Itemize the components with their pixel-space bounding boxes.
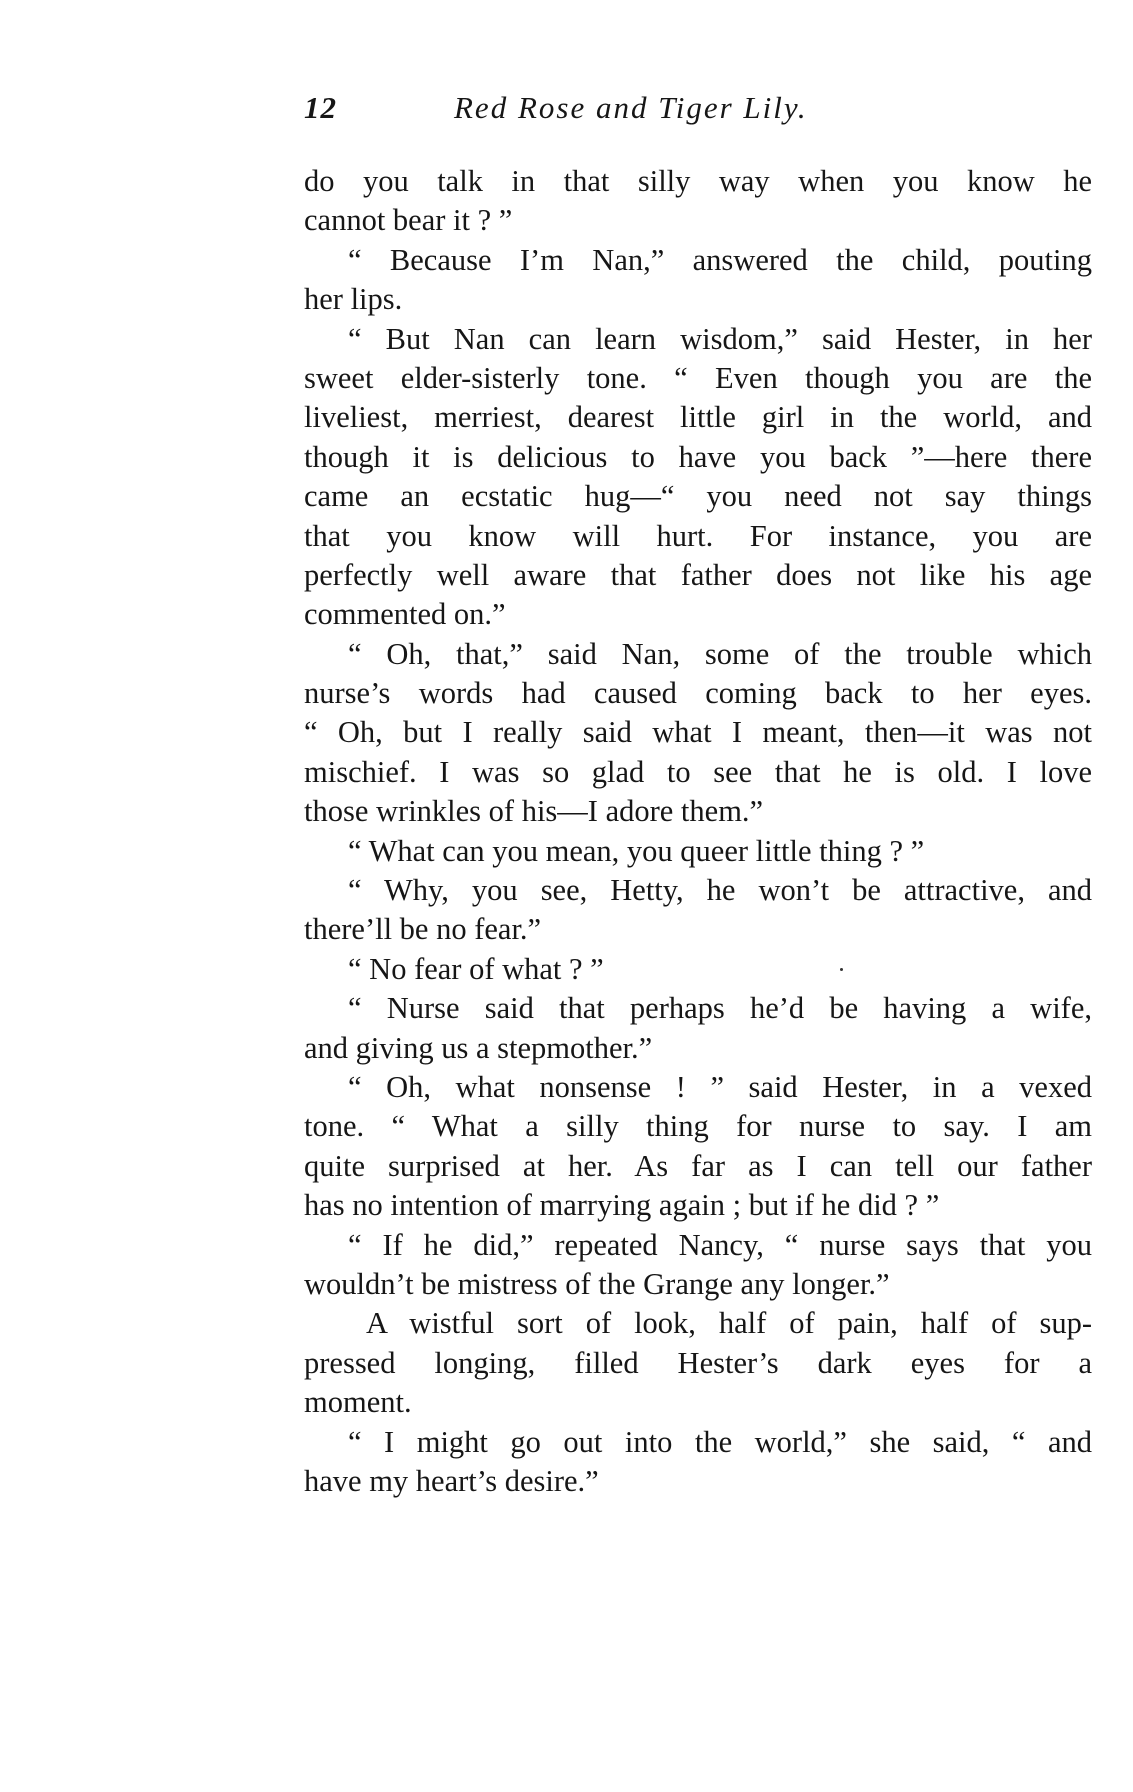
text-line: moment. [304,1385,412,1420]
text-line: do you talk in that silly way when you know he [304,164,1092,198]
text-line: there’ll be no fear.” [304,912,542,947]
text-line: and giving us a stepmother.” [304,1030,653,1065]
text-line: A wistful sort of look, half of pain, half of sup- [366,1306,1092,1341]
text-line: “ Nurse said that perhaps he’d be having a wife, [348,991,1092,1026]
text-line: pressed longing, filled Hester’s dark eyes for a [304,1345,1092,1380]
text-line: have my heart’s desire.” [304,1463,599,1498]
text-line: “ If he did,” repeated Nancy, “ nurse says that you [348,1227,1092,1262]
text-line: commented on.” [304,597,506,632]
text-line: tone. “ What a silly thing for nurse to say. I am [304,1109,1092,1144]
text-line: “ But Nan can learn wisdom,” said Hester, in her [348,321,1092,356]
text-line: “ Because I’m Nan,” answered the child, pouting [348,242,1092,277]
text-line: nurse’s words had caused coming back to her eyes. [304,676,1092,711]
running-title: Red Rose and Tiger Lily. [454,90,808,125]
text-line: “ Oh, but I really said what I meant, then—it was not [304,715,1092,750]
text-line: sweet elder-sisterly tone. “ Even though you are the [304,360,1092,395]
text-line: liveliest, merriest, dearest little girl in the world, and [304,400,1092,435]
text-line: though it is delicious to have you back ”—here there [304,439,1092,474]
page-number: 12 [304,90,337,125]
text-line: “ Oh, that,” said Nan, some of the trouble which [348,636,1092,671]
text-line: “ Oh, what nonsense ! ” said Hester, in a vexed [348,1069,1092,1104]
text-line: those wrinkles of his—I adore them.” [304,794,764,829]
print-speck [840,968,843,971]
text-line: mischief. I was so glad to see that he is old. I love [304,754,1092,789]
text-line: came an ecstatic hug—“ you need not say things [304,479,1092,514]
text-line: has no intention of marrying again ; but if he did ? ” [304,1188,940,1223]
text-line: “ No fear of what ? ” [348,951,604,986]
text-line: “ Why, you see, Hetty, he won’t be attractive, and [348,873,1092,908]
text-line: that you know will hurt. For instance, you are [304,518,1092,553]
text-line: “ I might go out into the world,” she said, “ and [348,1424,1092,1459]
text-line: her lips. [304,282,403,317]
running-head [304,88,1094,128]
text-line: wouldn’t be mistress of the Grange any longer.” [304,1266,890,1301]
text-line: cannot bear it ? ” [304,203,513,238]
text-line: “ What can you mean, you queer little thing ? ” [348,833,925,868]
body-text [304,162,1092,1501]
text-line: perfectly well aware that father does not like his age [304,557,1092,592]
text-line: quite surprised at her. As far as I can tell our father [304,1148,1092,1183]
